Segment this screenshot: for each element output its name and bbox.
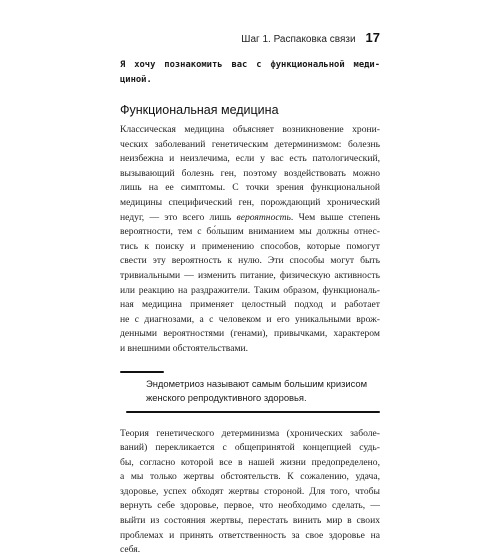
text-line: здоровье, успех обходят жертвы стороной. Для того, чтобы	[120, 485, 380, 497]
text-line: тривиальными — изменить питание, физическую активность	[120, 269, 380, 281]
italic-word: вероятность	[236, 211, 291, 223]
paragraph-2	[120, 427, 380, 558]
text-line: и внешними обстоятельствами.	[120, 342, 249, 354]
text-line: себя.	[120, 544, 141, 556]
text-line: ная медицина применяет целостный подход и работает	[120, 299, 380, 311]
text-line: неизбежна и неизлечима, если у вас есть патологический,	[120, 153, 380, 165]
text-line: Классическая медицина объясняет возникновение хрони-	[120, 124, 380, 135]
text-line: не с диагнозами, а с человеком и его уникальными врож-	[120, 313, 380, 325]
lead-line: циной.	[120, 75, 152, 85]
text-line-with-italic: недуг, — это всего лишь вероятность. Чем выше степень	[120, 211, 381, 223]
page-number: 17	[365, 30, 380, 45]
text-line: вероятности, тем с бо́льшим вниманием мы должны отнес-	[120, 226, 380, 238]
lead-line: Я хочу познакомить вас с функциональной меди-	[120, 60, 380, 70]
text-line: медицины специфический ген, порождающий хронический	[120, 196, 380, 208]
text-line: или реакцию на раздражители. Таким образом, функциональ-	[120, 284, 380, 296]
pull-quote-bottom-rule	[126, 411, 380, 413]
lead-statement	[120, 58, 380, 88]
text-line: денными вероятностями (генами), привычками, характером	[120, 328, 380, 340]
paragraph-1	[120, 123, 380, 357]
text-line: Теория генетического детерминизма (хронических заболе-	[120, 427, 380, 439]
text-line: выйти из состояния жертвы, перестать винить мир в своих	[120, 515, 380, 527]
text-line: бы, согласно которой все в нашей жизни предопределено,	[120, 456, 380, 468]
text-line: вернуть себе здоровье, первое, что необходимо сделать, —	[120, 500, 380, 512]
text-line: ваний) перекликается с общепринятой концепцией судь-	[120, 442, 380, 454]
quote-line: женского репродуктивного здоровья.	[146, 391, 307, 403]
text-line: тись к поиску и применению способов, которые помогут	[120, 240, 380, 252]
text-line: а мы только жертвы обстоятельств. К сожалению, удача,	[120, 471, 380, 483]
text-line: свести эту вероятность к нулю. Эти способы могут быть	[120, 255, 380, 267]
pull-quote-text	[120, 377, 380, 405]
text-line: лишь на ее симптомы. С точки зрения функциональной	[120, 182, 380, 194]
text-line: проблемах и принять ответственность за свое здоровье на	[120, 529, 380, 541]
running-head: Шаг 1. Распаковка связи	[241, 34, 356, 45]
section-title: Функциональная медицина	[120, 103, 279, 117]
pull-quote-top-rule	[120, 371, 164, 373]
text-line: вызывающий болезнь ген, поэтому воздействовать можно	[120, 167, 380, 179]
quote-line: Эндометриоз называют самым большим кризисом	[146, 377, 368, 389]
pull-quote	[120, 371, 380, 413]
text-column	[120, 58, 380, 558]
page-header	[120, 30, 380, 45]
text-line: ческих заболеваний генетическим детерминизмом: болезнь	[120, 138, 380, 150]
